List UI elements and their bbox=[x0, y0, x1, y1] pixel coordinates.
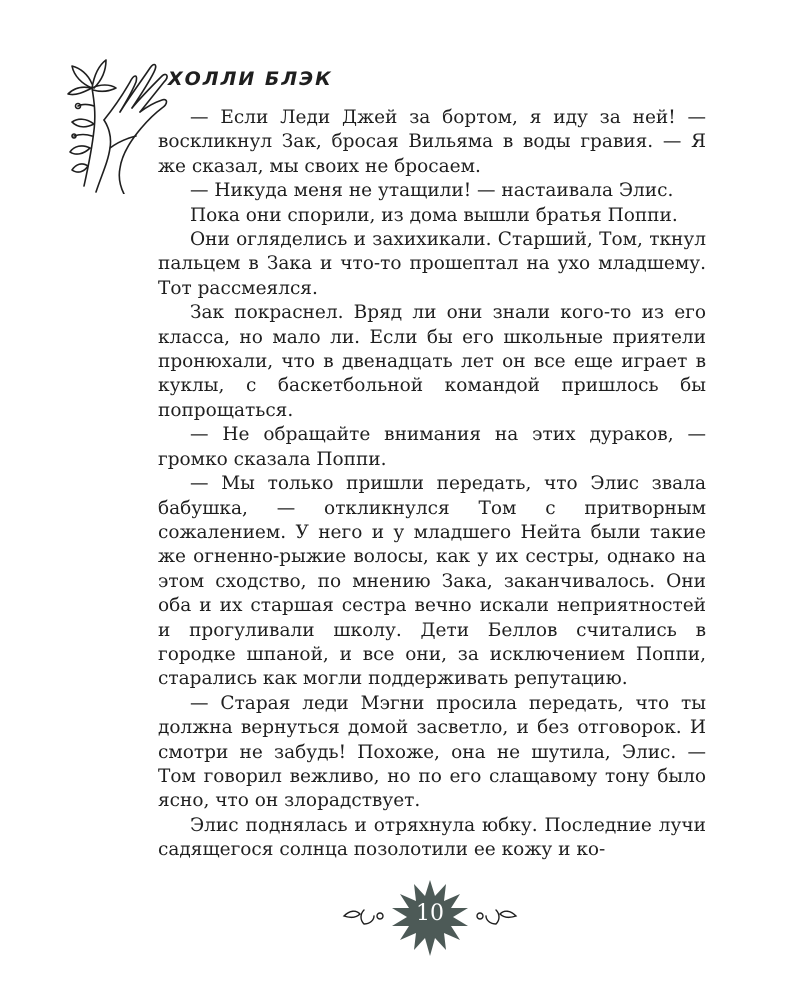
body-text bbox=[158, 106, 706, 863]
paragraph: — Не обращайте внимания на этих дураков, — громко сказала Поппи. bbox=[158, 424, 706, 470]
paragraph: — Никуда меня не утащили! — настаивала Элис. bbox=[190, 180, 674, 202]
paragraph: — Старая леди Мэгни просила передать, что ты должна вернуться домой засветло, и без отговорок. И смотри не забудь! Похоже, она не шутила, Элис. — Том говорил вежливо, но по его слащавому тону было ясно, что он злорадствует. bbox=[158, 692, 706, 812]
paragraph: Элис поднялась и отряхнула юбку. Последние лучи садящегося солнца позолотили ее кожу и ко- bbox=[158, 814, 706, 861]
paragraph: Они огляделись и захихикали. Старший, Том, ткнул пальцем в Зака и что-то прошептал на ухо младшему. Тот рассмеялся. bbox=[158, 229, 706, 299]
running-head-author: ХОЛЛИ БЛЭК bbox=[168, 68, 333, 90]
paragraph: — Мы только пришли передать, что Элис звала бабушка, — откликнулся Том с притворным сожалением. У него и у младшего Нейта были такие же огненно-рыжие волосы, как у их сестры, однако на этом сходство, по мнению Зака, заканчивалось. Они оба и их старшая сестра вечно искали неприятностей и прогуливали школу. Дети Беллов считались в городке шпаной, и все они, за исключением Поппи, старались как могли поддерживать репутацию. bbox=[158, 473, 706, 690]
paragraph: Пока они спорили, из дома вышли братья Поппи. bbox=[190, 204, 678, 226]
paragraph: — Если Леди Джей за бортом, я иду за ней! — воскликнул Зак, бросая Вильяма в воды гравия. — Я же сказал, мы своих не бросаем. bbox=[158, 107, 706, 177]
paragraph: Зак покраснел. Вряд ли они знали кого-то из его класса, но мало ли. Если бы его школьные приятели пронюхали, что в двенадцать лет он все еще играет в куклы, с баскетбольной командой пришлось бы попрощаться. bbox=[158, 302, 706, 421]
folio bbox=[340, 880, 520, 960]
page-number: 10 bbox=[416, 901, 444, 926]
